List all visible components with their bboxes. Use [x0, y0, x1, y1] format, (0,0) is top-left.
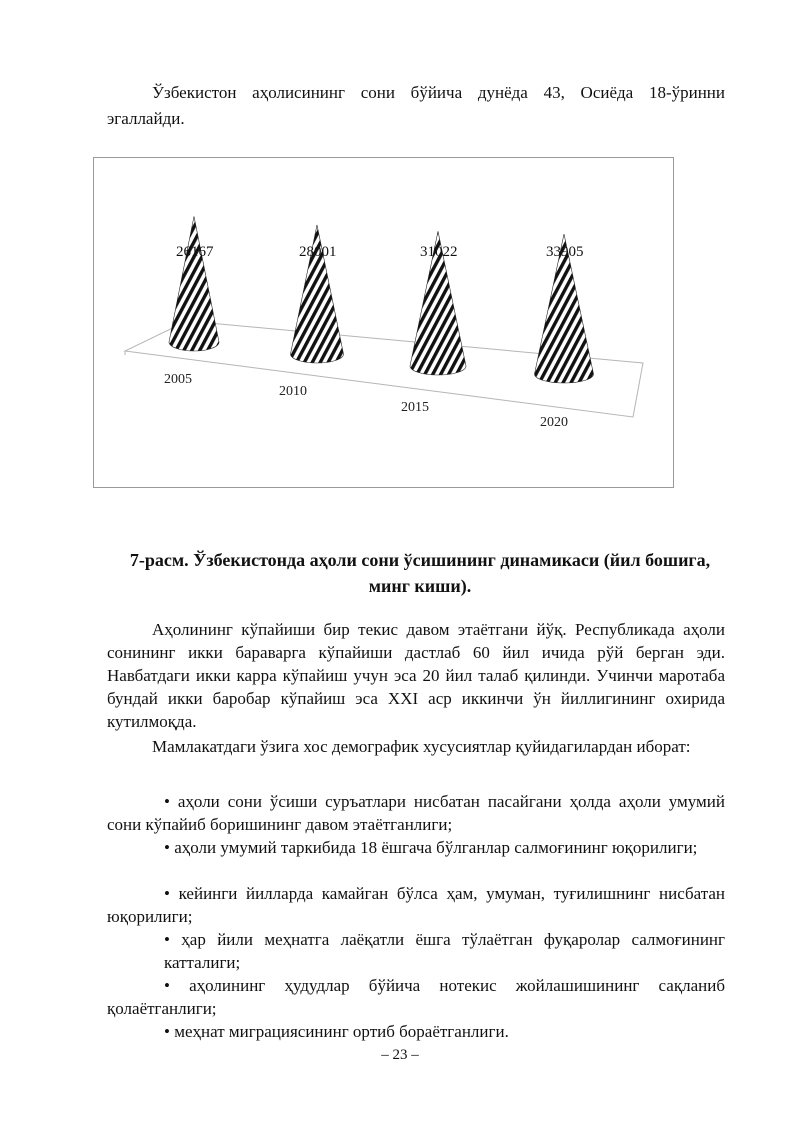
cone-chart	[93, 157, 674, 488]
bullet-item-3: • кейинги йилларда камайган бўлса ҳам, умуман, туғилишнинг нисбатан юқорилиги;	[107, 884, 725, 926]
chart-canvas	[94, 158, 675, 489]
bullet-item-6: • меҳнат миграциясининг ортиб бораётганлиги.	[164, 1022, 509, 1041]
category-label: 2020	[540, 415, 568, 430]
data-label: 26167	[176, 244, 214, 260]
category-label: 2015	[401, 400, 429, 415]
data-label: 33905	[546, 244, 584, 260]
page-number: – 23 –	[381, 1047, 419, 1063]
figure-caption: 7-расм. Ўзбекистонда аҳоли сони ўсишининг динамикаси (йил бошига, минг киши).	[129, 550, 711, 596]
category-label: 2005	[164, 372, 192, 387]
bullet-item-5: • аҳолининг ҳудудлар бўйича нотекис жойлашишининг сақланиб қолаётганлиги;	[107, 976, 725, 1018]
category-label: 2010	[279, 384, 307, 399]
paragraph-1: Аҳолининг кўпайиши бир текис давом этаётгани йўқ. Республикада аҳоли сонининг икки бараварга кўпайиши дастлаб 60 йил ичида рўй берган эди. Навбатдаги икки карра кўпайиш учун эса 20 йил талаб қилинди. Учинчи маротаба бундай икки баробар кўпайиш эса XXI аср иккинчи ўн йиллигининг охирида кутилмоқда.	[107, 620, 725, 731]
bullet-item-4: • ҳар йили меҳнатга лаёқатли ёшга тўлаётган фуқаролар салмоғининг катталиги;	[164, 930, 725, 972]
bullet-item-2: • аҳоли умумий таркибида 18 ёшгача бўлганлар салмоғининг юқорилиги;	[164, 838, 698, 857]
intro-paragraph: Ўзбекистон аҳолисининг сони бўйича дунёда 43, Осиёда 18-ўринни эгаллайди.	[107, 83, 725, 128]
data-label: 28001	[299, 244, 337, 260]
bullet-item-1: • аҳоли сони ўсиши суръатлари нисбатан пасайгани ҳолда аҳоли умумий сони кўпайиб боришининг давом этаётганлиги;	[107, 792, 725, 834]
data-label: 31022	[420, 244, 458, 260]
paragraph-2: Мамлакатдаги ўзига хос демографик хусусиятлар қуйидагилардан иборат:	[152, 737, 691, 756]
cone-bar	[169, 216, 219, 351]
